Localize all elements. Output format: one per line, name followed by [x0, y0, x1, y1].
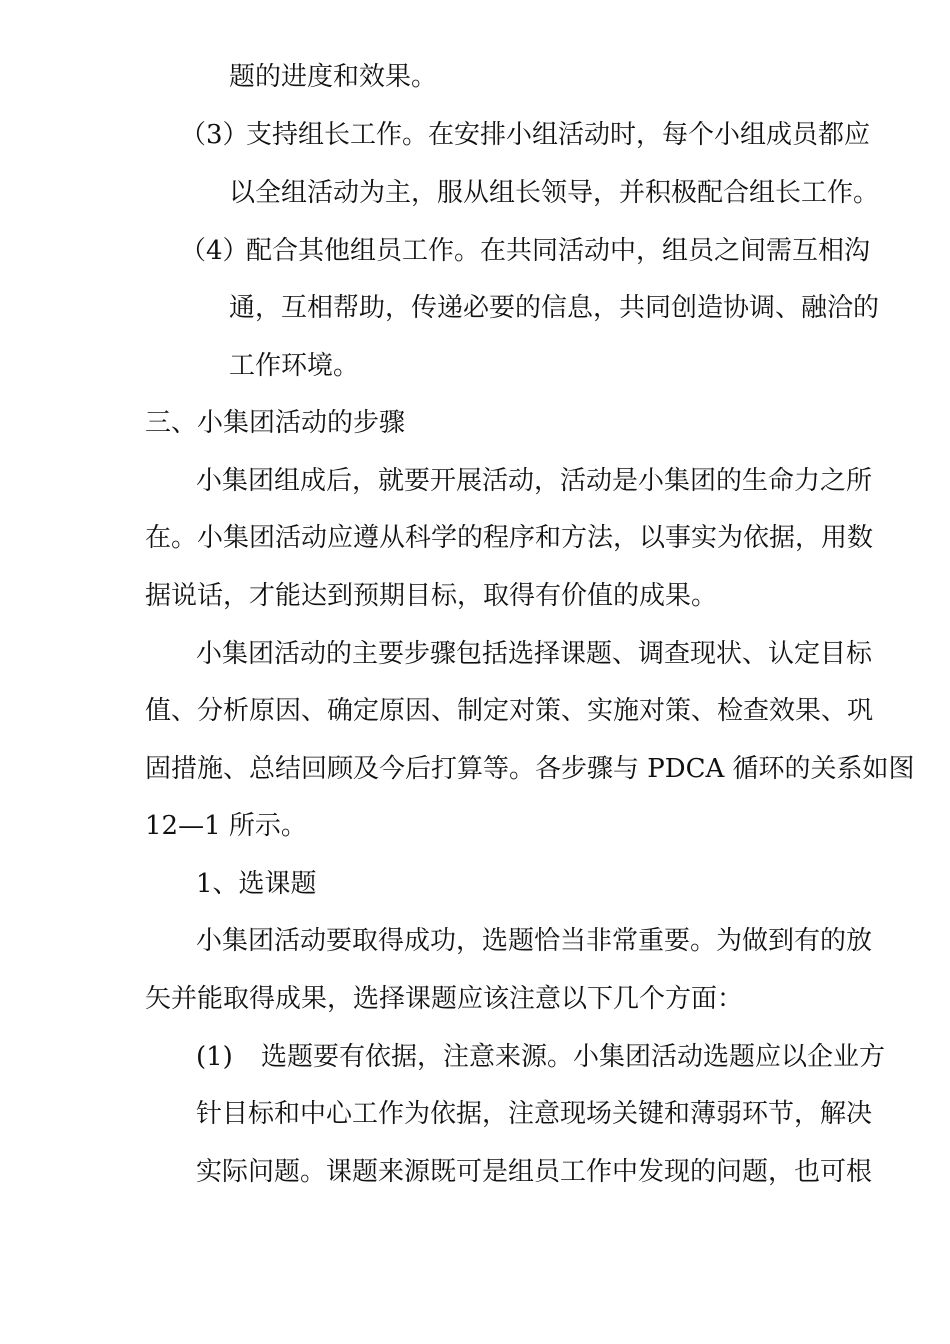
text-line: 通，互相帮助，传递必要的信息，共同创造协调、融洽的 [229, 293, 880, 323]
text-line: 支持组长工作。在安排小组活动时，每个小组成员都应 [246, 120, 871, 150]
section-heading: 三、小集团活动的步骤 [145, 408, 406, 438]
subsection-heading: 1、选课题 [196, 869, 317, 899]
text-line: 12—1 所示。 [145, 811, 307, 841]
text-line: 实际问题。课题来源既可是组员工作中发现的问题，也可根 [196, 1157, 873, 1187]
text-line: 小集团活动的主要步骤包括选择课题、调查现状、认定目标 [196, 639, 873, 669]
text-line: 值、分析原因、确定原因、制定对策、实施对策、检查效果、巩 [145, 696, 874, 726]
text-line: 固措施、总结回顾及今后打算等。各步骤与 PDCA 循环的关系如图 [145, 754, 915, 784]
list-marker: （4） [180, 236, 249, 266]
text-line: 选题要有依据，注意来源。小集团活动选题应以企业方 [261, 1042, 886, 1072]
text-line: 配合其他组员工作。在共同活动中，组员之间需互相沟 [246, 236, 871, 266]
text-line: 矢并能取得成果，选择课题应该注意以下几个方面： [145, 984, 744, 1014]
text-line: 据说话，才能达到预期目标，取得有价值的成果。 [145, 581, 718, 611]
text-line: 工作环境。 [229, 351, 360, 381]
text-line: 小集团活动要取得成功，选题恰当非常重要。为做到有的放 [196, 926, 873, 956]
text-line: 以全组活动为主，服从组长领导，并积极配合组长工作。 [229, 178, 880, 208]
text-line: 题的进度和效果。 [229, 62, 438, 92]
list-marker: (1) [196, 1042, 233, 1072]
text-line: 小集团组成后，就要开展活动，活动是小集团的生命力之所 [196, 466, 873, 496]
list-marker: （3） [180, 120, 249, 150]
text-line: 在。小集团活动应遵从科学的程序和方法，以事实为依据，用数 [145, 523, 874, 553]
text-line: 针目标和中心工作为依据，注意现场关键和薄弱环节，解决 [196, 1099, 873, 1129]
